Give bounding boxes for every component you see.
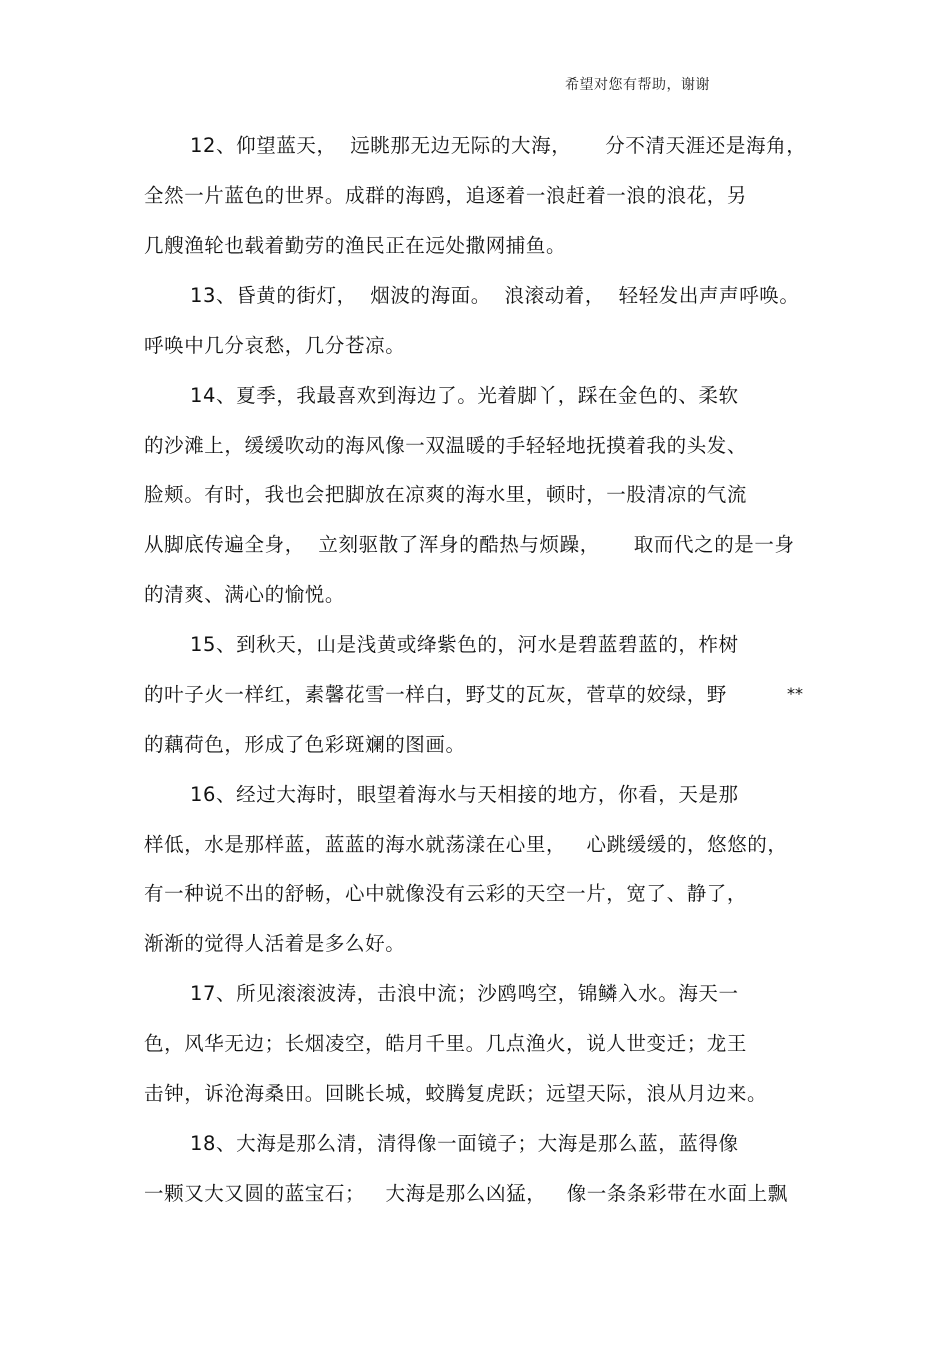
paragraph-16-line-3: 有一种说不出的舒畅，心中就像没有云彩的天空一片，宽了、静了， xyxy=(144,882,748,905)
paragraph-17-line-3: 击钟，诉沧海桑田。回眺长城，蛟腾复虎跃；远望天际，浪从月边来。 xyxy=(144,1082,768,1105)
paragraph-14-line-1: 14、夏季，我最喜欢到海边了。光着脚丫，踩在金色的、柔软 xyxy=(190,384,739,407)
paragraph-15-line-1: 15、到秋天，山是浅黄或绛紫色的，河水是碧蓝碧蓝的，柞树 xyxy=(190,633,739,656)
paragraph-17-line-2: 色，风华无边；长烟凌空，皓月千里。几点渔火，说人世变迁；龙王 xyxy=(144,1032,748,1055)
header-note: 希望对您有帮助，谢谢 xyxy=(565,77,710,93)
paragraph-16-line-4: 渐渐的觉得人活着是多么好。 xyxy=(144,932,406,955)
paragraph-12-line-1: 12、仰望蓝天， 远眺那无边无际的大海， 分不清天涯还是海角， xyxy=(190,134,807,157)
paragraph-14-line-5: 的清爽、满心的愉悦。 xyxy=(144,583,346,606)
paragraph-14-line-4: 从脚底传遍全身， 立刻驱散了浑身的酷热与烦躁， 取而代之的是一身 xyxy=(144,533,795,556)
paragraph-18-line-2: 一颗又大又圆的蓝宝石； 大海是那么凶猛， 像一条条彩带在水面上飘 xyxy=(144,1182,788,1205)
paragraph-13-line-1: 13、昏黄的街灯， 烟波的海面。 浪滚动着， 轻轻发出声声呼唤。 xyxy=(190,284,800,307)
paragraph-15-line-2: 的叶子火一样红，素馨花雪一样白，野艾的瓦灰，菅草的姣绿，野 xyxy=(144,683,727,706)
paragraph-14-line-2: 的沙滩上，缓缓吹动的海风像一双温暖的手轻轻地抚摸着我的头发、 xyxy=(144,434,748,457)
paragraph-16-line-2: 样低，水是那样蓝，蓝蓝的海水就荡漾在心里， 心跳缓缓的，悠悠的， xyxy=(144,833,788,856)
paragraph-13-line-2: 呼唤中几分哀愁，几分苍凉。 xyxy=(144,334,406,357)
paragraph-18-line-1: 18、大海是那么清，清得像一面镜子；大海是那么蓝，蓝得像 xyxy=(190,1132,739,1155)
paragraph-14-line-3: 脸颊。有时，我也会把脚放在凉爽的海水里，顿时，一股清凉的气流 xyxy=(144,483,748,506)
paragraph-17-line-1: 17、所见滚滚波涛，击浪中流；沙鸥鸣空，锦鳞入水。海天一 xyxy=(190,982,739,1005)
stars-mark: ** xyxy=(787,684,803,703)
paragraph-12-line-2: 全然一片蓝色的世界。成群的海鸥，追逐着一浪赶着一浪的浪花，另 xyxy=(144,184,748,207)
paragraph-16-line-1: 16、经过大海时，眼望着海水与天相接的地方，你看，天是那 xyxy=(190,783,739,806)
paragraph-15-line-3: 的藕荷色，形成了色彩斑斓的图画。 xyxy=(144,733,466,756)
paragraph-12-line-3: 几艘渔轮也载着勤劳的渔民正在远处撒网捕鱼。 xyxy=(144,234,567,257)
